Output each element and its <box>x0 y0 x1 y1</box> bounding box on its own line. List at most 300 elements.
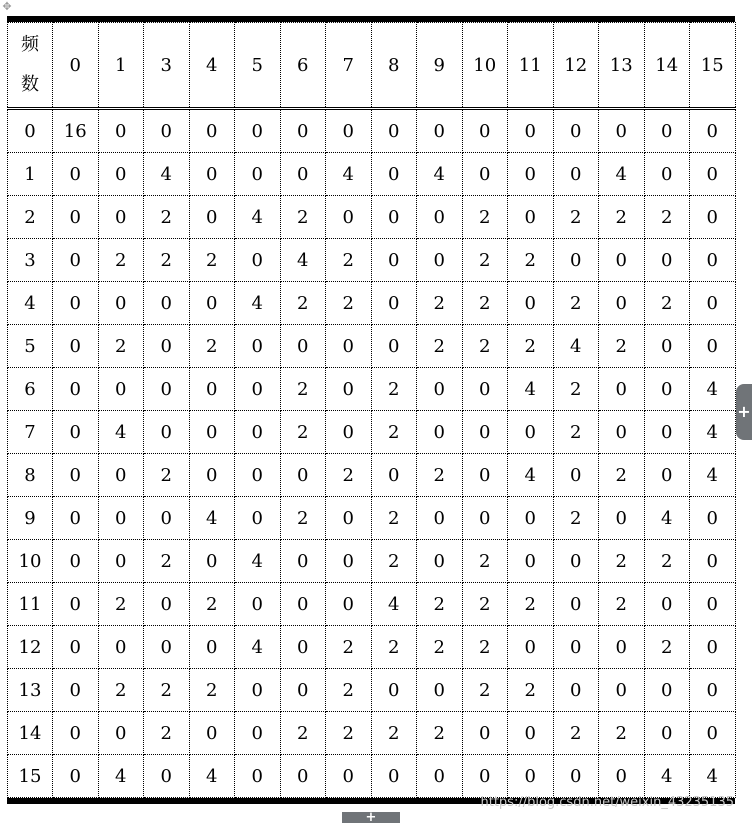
table-cell: 0 <box>599 669 645 712</box>
table-cell: 0 <box>371 755 417 798</box>
table-cell: 2 <box>326 239 372 282</box>
table-cell: 4 <box>189 755 235 798</box>
table-cell: 0 <box>98 282 144 325</box>
table-cell: 0 <box>599 282 645 325</box>
plus-icon: + <box>365 810 377 825</box>
column-header-cell: 5 <box>235 23 281 109</box>
table-cell: 0 <box>417 669 463 712</box>
table-row <box>8 196 736 239</box>
table-cell: 2 <box>98 239 144 282</box>
row-header-cell: 9 <box>8 497 53 540</box>
table-cell: 0 <box>189 626 235 669</box>
table-cell: 0 <box>508 282 554 325</box>
table-cell: 0 <box>690 712 736 755</box>
table-cell: 2 <box>553 411 599 454</box>
table-cell: 0 <box>189 454 235 497</box>
table-cell: 0 <box>144 368 190 411</box>
table-cell: 2 <box>326 454 372 497</box>
column-header-cell: 10 <box>462 23 508 109</box>
table-cell: 0 <box>599 626 645 669</box>
row-header-cell: 15 <box>8 755 53 798</box>
row-header-cell: 8 <box>8 454 53 497</box>
table-cell: 2 <box>371 712 417 755</box>
table-cell: 0 <box>690 196 736 239</box>
table-cell: 0 <box>553 626 599 669</box>
table-cell: 2 <box>417 583 463 626</box>
table-cell: 0 <box>508 411 554 454</box>
table-cell: 0 <box>53 626 99 669</box>
table-cell: 2 <box>462 626 508 669</box>
table-cell: 2 <box>189 583 235 626</box>
table-cell: 0 <box>98 454 144 497</box>
table-cell: 0 <box>371 282 417 325</box>
table-cell: 0 <box>417 755 463 798</box>
table-cell: 4 <box>98 411 144 454</box>
table-cell: 0 <box>53 712 99 755</box>
header-corner-char: 数 <box>21 74 39 95</box>
table-cell: 0 <box>326 411 372 454</box>
table-cell: 0 <box>417 411 463 454</box>
table-cell: 2 <box>280 497 326 540</box>
column-header-cell: 9 <box>417 23 463 109</box>
row-header-cell: 11 <box>8 583 53 626</box>
row-header-cell: 7 <box>8 411 53 454</box>
table-cell: 0 <box>235 583 281 626</box>
table-cell: 0 <box>326 583 372 626</box>
table-cell: 0 <box>690 540 736 583</box>
table-cell: 2 <box>599 583 645 626</box>
column-header-cell: 6 <box>280 23 326 109</box>
table-cell: 0 <box>462 368 508 411</box>
table-row <box>8 411 736 454</box>
column-header-cell: 11 <box>508 23 554 109</box>
table-cell: 2 <box>644 196 690 239</box>
table-cell: 0 <box>144 325 190 368</box>
table-cell: 4 <box>235 626 281 669</box>
table-row <box>8 626 736 669</box>
table-cell: 0 <box>508 712 554 755</box>
table-cell: 2 <box>189 239 235 282</box>
table-cell: 4 <box>508 368 554 411</box>
table-cell: 0 <box>599 109 645 153</box>
table-cell: 2 <box>462 583 508 626</box>
add-row-button[interactable] <box>342 812 400 823</box>
plus-icon: + <box>737 402 751 421</box>
table-cell: 0 <box>599 239 645 282</box>
table-cell: 2 <box>462 239 508 282</box>
table-cell: 0 <box>553 239 599 282</box>
table-cell: 0 <box>98 626 144 669</box>
table-cell: 0 <box>371 239 417 282</box>
table-cell: 0 <box>644 368 690 411</box>
table-cell: 0 <box>417 196 463 239</box>
table-cell: 0 <box>53 239 99 282</box>
column-header-cell: 3 <box>144 23 190 109</box>
table-cell: 0 <box>53 368 99 411</box>
table-cell: 0 <box>280 109 326 153</box>
row-header-cell: 5 <box>8 325 53 368</box>
table-cell: 2 <box>553 196 599 239</box>
column-header-cell: 13 <box>599 23 645 109</box>
table-cell: 2 <box>144 239 190 282</box>
table-cell: 4 <box>235 540 281 583</box>
table-cell: 0 <box>53 755 99 798</box>
table-cell: 0 <box>235 325 281 368</box>
table-cell: 0 <box>508 626 554 669</box>
move-arrows-icon: ✥ <box>2 0 12 13</box>
table-cell: 0 <box>690 239 736 282</box>
table-cell: 0 <box>508 153 554 196</box>
table-cell: 0 <box>553 583 599 626</box>
watermark-url: https://blog.csdn.net/weixin_43235135 <box>480 795 734 810</box>
table-cell: 0 <box>98 368 144 411</box>
column-header-cell: 1 <box>98 23 144 109</box>
table-cell: 0 <box>144 282 190 325</box>
row-header-cell: 0 <box>8 109 53 153</box>
row-header-cell: 14 <box>8 712 53 755</box>
row-header-cell: 12 <box>8 626 53 669</box>
table-cell: 4 <box>690 454 736 497</box>
table-cell: 2 <box>508 239 554 282</box>
table-row <box>8 325 736 368</box>
table-cell: 0 <box>98 712 144 755</box>
table-cell: 2 <box>508 583 554 626</box>
table-cell: 2 <box>508 325 554 368</box>
table-cell: 0 <box>690 153 736 196</box>
column-header-cell: 15 <box>690 23 736 109</box>
table-cell: 0 <box>462 109 508 153</box>
table-cell: 0 <box>644 583 690 626</box>
column-header-cell: 7 <box>326 23 372 109</box>
add-column-button[interactable] <box>736 384 752 440</box>
row-header-cell: 3 <box>8 239 53 282</box>
table-cell: 0 <box>644 153 690 196</box>
table-cell: 0 <box>371 153 417 196</box>
table-cell: 0 <box>280 583 326 626</box>
table-cell: 0 <box>371 669 417 712</box>
table-cell: 0 <box>326 368 372 411</box>
table-cell: 4 <box>644 497 690 540</box>
table-cell: 0 <box>235 411 281 454</box>
row-header-cell: 4 <box>8 282 53 325</box>
table-cell: 0 <box>280 540 326 583</box>
table-cell: 0 <box>53 454 99 497</box>
table-cell: 0 <box>417 497 463 540</box>
table-cell: 2 <box>417 282 463 325</box>
table-cell: 2 <box>144 196 190 239</box>
table-cell: 2 <box>644 540 690 583</box>
table-cell: 2 <box>599 196 645 239</box>
table-cell: 0 <box>144 109 190 153</box>
table-cell: 0 <box>553 109 599 153</box>
column-header-cell: 14 <box>644 23 690 109</box>
table-cell: 0 <box>98 540 144 583</box>
table-row <box>8 755 736 798</box>
table-cell: 0 <box>235 669 281 712</box>
table-cell: 0 <box>189 196 235 239</box>
table-cell: 0 <box>189 153 235 196</box>
table-cell: 4 <box>235 282 281 325</box>
table-cell: 0 <box>235 454 281 497</box>
header-corner-cell <box>8 23 53 109</box>
table-cell: 0 <box>690 282 736 325</box>
row-header-cell: 10 <box>8 540 53 583</box>
table-cell: 0 <box>644 109 690 153</box>
table-cell: 0 <box>690 669 736 712</box>
table-cell: 2 <box>371 626 417 669</box>
table-cell: 0 <box>326 497 372 540</box>
table-cell: 0 <box>144 583 190 626</box>
table-cell: 0 <box>280 626 326 669</box>
table-cell: 0 <box>98 153 144 196</box>
table-cell: 2 <box>326 626 372 669</box>
table-cell: 2 <box>553 282 599 325</box>
table-cell: 0 <box>599 411 645 454</box>
table-cell: 4 <box>553 325 599 368</box>
table-cell: 2 <box>371 497 417 540</box>
header-corner-char: 频 <box>21 34 39 55</box>
row-header-cell: 1 <box>8 153 53 196</box>
table-cell: 2 <box>326 669 372 712</box>
table-cell: 0 <box>553 454 599 497</box>
table-cell: 2 <box>462 669 508 712</box>
table-cell: 0 <box>508 497 554 540</box>
table-cell: 2 <box>417 626 463 669</box>
table-cell: 0 <box>508 540 554 583</box>
table-cell: 2 <box>417 454 463 497</box>
table-header-row <box>8 23 736 109</box>
table-cell: 0 <box>326 540 372 583</box>
table-cell: 0 <box>189 282 235 325</box>
table-row <box>8 540 736 583</box>
table-cell: 2 <box>189 669 235 712</box>
table-cell: 0 <box>417 109 463 153</box>
table-cell: 0 <box>144 755 190 798</box>
table-cell: 2 <box>98 325 144 368</box>
table-cell: 0 <box>371 454 417 497</box>
table-cell: 0 <box>644 239 690 282</box>
table-cell: 0 <box>553 669 599 712</box>
table-cell: 0 <box>189 368 235 411</box>
table-cell: 0 <box>644 454 690 497</box>
table-cell: 2 <box>462 325 508 368</box>
table-cell: 0 <box>508 109 554 153</box>
table-cell: 0 <box>599 755 645 798</box>
table-row <box>8 239 736 282</box>
table-cell: 4 <box>326 153 372 196</box>
column-header-cell: 0 <box>53 23 99 109</box>
table-cell: 0 <box>508 196 554 239</box>
table-cell: 0 <box>690 583 736 626</box>
table-cell: 2 <box>644 282 690 325</box>
table-cell: 0 <box>53 282 99 325</box>
table-cell: 0 <box>235 368 281 411</box>
table-cell: 2 <box>599 454 645 497</box>
table-cell: 0 <box>644 712 690 755</box>
table-cell: 0 <box>690 325 736 368</box>
table-cell: 2 <box>599 712 645 755</box>
table-cell: 0 <box>508 755 554 798</box>
table-cell: 0 <box>326 196 372 239</box>
table-cell: 0 <box>690 626 736 669</box>
table-cell: 2 <box>326 712 372 755</box>
table-cell: 2 <box>98 669 144 712</box>
table-cell: 4 <box>144 153 190 196</box>
table-cell: 0 <box>53 153 99 196</box>
table-cell: 0 <box>553 755 599 798</box>
table-cell: 0 <box>280 325 326 368</box>
table-cell: 4 <box>508 454 554 497</box>
table-cell: 2 <box>326 282 372 325</box>
table-cell: 0 <box>417 239 463 282</box>
table-cell: 0 <box>462 411 508 454</box>
table-cell: 0 <box>462 712 508 755</box>
row-header-cell: 6 <box>8 368 53 411</box>
table-move-handle[interactable] <box>0 0 14 14</box>
table-cell: 2 <box>371 411 417 454</box>
table-cell: 0 <box>53 196 99 239</box>
table-cell: 4 <box>690 368 736 411</box>
table-cell: 0 <box>553 540 599 583</box>
table-cell: 0 <box>189 540 235 583</box>
table-cell: 0 <box>235 153 281 196</box>
table-cell: 0 <box>144 411 190 454</box>
table-cell: 4 <box>189 497 235 540</box>
table-cell: 0 <box>144 497 190 540</box>
table-cell: 4 <box>98 755 144 798</box>
table-cell: 0 <box>417 368 463 411</box>
table-cell: 0 <box>417 540 463 583</box>
table-row <box>8 454 736 497</box>
table-cell: 2 <box>553 497 599 540</box>
table-cell: 2 <box>508 669 554 712</box>
row-header-cell: 2 <box>8 196 53 239</box>
table-cell: 0 <box>690 497 736 540</box>
table-cell: 0 <box>644 325 690 368</box>
table-cell: 4 <box>644 755 690 798</box>
table-cell: 2 <box>144 712 190 755</box>
table-cell: 2 <box>599 325 645 368</box>
table-row <box>8 282 736 325</box>
table-cell: 0 <box>53 325 99 368</box>
table-cell: 2 <box>98 583 144 626</box>
table-cell: 4 <box>599 153 645 196</box>
table-cell: 0 <box>98 109 144 153</box>
table-row <box>8 497 736 540</box>
column-header-cell: 4 <box>189 23 235 109</box>
table-cell: 2 <box>280 282 326 325</box>
table-cell: 0 <box>144 626 190 669</box>
column-header-cell: 12 <box>553 23 599 109</box>
table-cell: 0 <box>235 109 281 153</box>
table-cell: 0 <box>371 196 417 239</box>
table-cell: 0 <box>280 669 326 712</box>
table-cell: 0 <box>462 153 508 196</box>
row-header-cell: 13 <box>8 669 53 712</box>
table-cell: 0 <box>462 454 508 497</box>
table-cell: 2 <box>462 540 508 583</box>
table-cell: 0 <box>53 669 99 712</box>
table-cell: 2 <box>144 454 190 497</box>
table-cell: 0 <box>98 196 144 239</box>
table-cell: 0 <box>235 497 281 540</box>
table-cell: 2 <box>189 325 235 368</box>
table-cell: 0 <box>371 325 417 368</box>
table-cell: 0 <box>371 109 417 153</box>
table-cell: 0 <box>98 497 144 540</box>
table-cell: 0 <box>462 497 508 540</box>
frequency-table-container <box>7 16 735 804</box>
table-cell: 0 <box>189 109 235 153</box>
table-cell: 0 <box>189 712 235 755</box>
table-cell: 0 <box>53 540 99 583</box>
table-row <box>8 669 736 712</box>
table-cell: 0 <box>326 109 372 153</box>
table-cell: 2 <box>280 712 326 755</box>
table-cell: 0 <box>53 497 99 540</box>
table-cell: 4 <box>371 583 417 626</box>
table-cell: 0 <box>53 411 99 454</box>
table-cell: 2 <box>280 368 326 411</box>
table-cell: 4 <box>417 153 463 196</box>
table-cell: 4 <box>280 239 326 282</box>
table-row <box>8 109 736 153</box>
table-cell: 0 <box>53 583 99 626</box>
table-cell: 0 <box>462 755 508 798</box>
table-cell: 0 <box>599 368 645 411</box>
table-cell: 0 <box>189 411 235 454</box>
table-cell: 2 <box>462 282 508 325</box>
table-cell: 0 <box>235 712 281 755</box>
table-cell: 0 <box>326 755 372 798</box>
table-cell: 0 <box>280 153 326 196</box>
table-cell: 2 <box>462 196 508 239</box>
table-row <box>8 583 736 626</box>
table-cell: 0 <box>326 325 372 368</box>
table-cell: 0 <box>235 755 281 798</box>
column-header-cell: 8 <box>371 23 417 109</box>
table-cell: 2 <box>144 540 190 583</box>
table-cell: 2 <box>371 540 417 583</box>
table-cell: 2 <box>417 712 463 755</box>
table-cell: 2 <box>144 669 190 712</box>
table-cell: 0 <box>690 109 736 153</box>
table-cell: 4 <box>235 196 281 239</box>
table-cell: 2 <box>280 411 326 454</box>
table-cell: 2 <box>280 196 326 239</box>
table-cell: 2 <box>553 368 599 411</box>
table-row <box>8 368 736 411</box>
table-cell: 0 <box>280 755 326 798</box>
table-cell: 16 <box>53 109 99 153</box>
table-cell: 0 <box>235 239 281 282</box>
table-cell: 0 <box>553 153 599 196</box>
table-cell: 2 <box>644 626 690 669</box>
table-cell: 0 <box>280 454 326 497</box>
table-cell: 2 <box>553 712 599 755</box>
frequency-table <box>7 22 736 798</box>
table-cell: 0 <box>599 497 645 540</box>
table-cell: 2 <box>417 325 463 368</box>
table-row <box>8 153 736 196</box>
table-cell: 2 <box>371 368 417 411</box>
table-cell: 0 <box>644 411 690 454</box>
table-cell: 4 <box>690 411 736 454</box>
table-cell: 2 <box>599 540 645 583</box>
table-cell: 0 <box>644 669 690 712</box>
table-row <box>8 712 736 755</box>
table-cell: 4 <box>690 755 736 798</box>
